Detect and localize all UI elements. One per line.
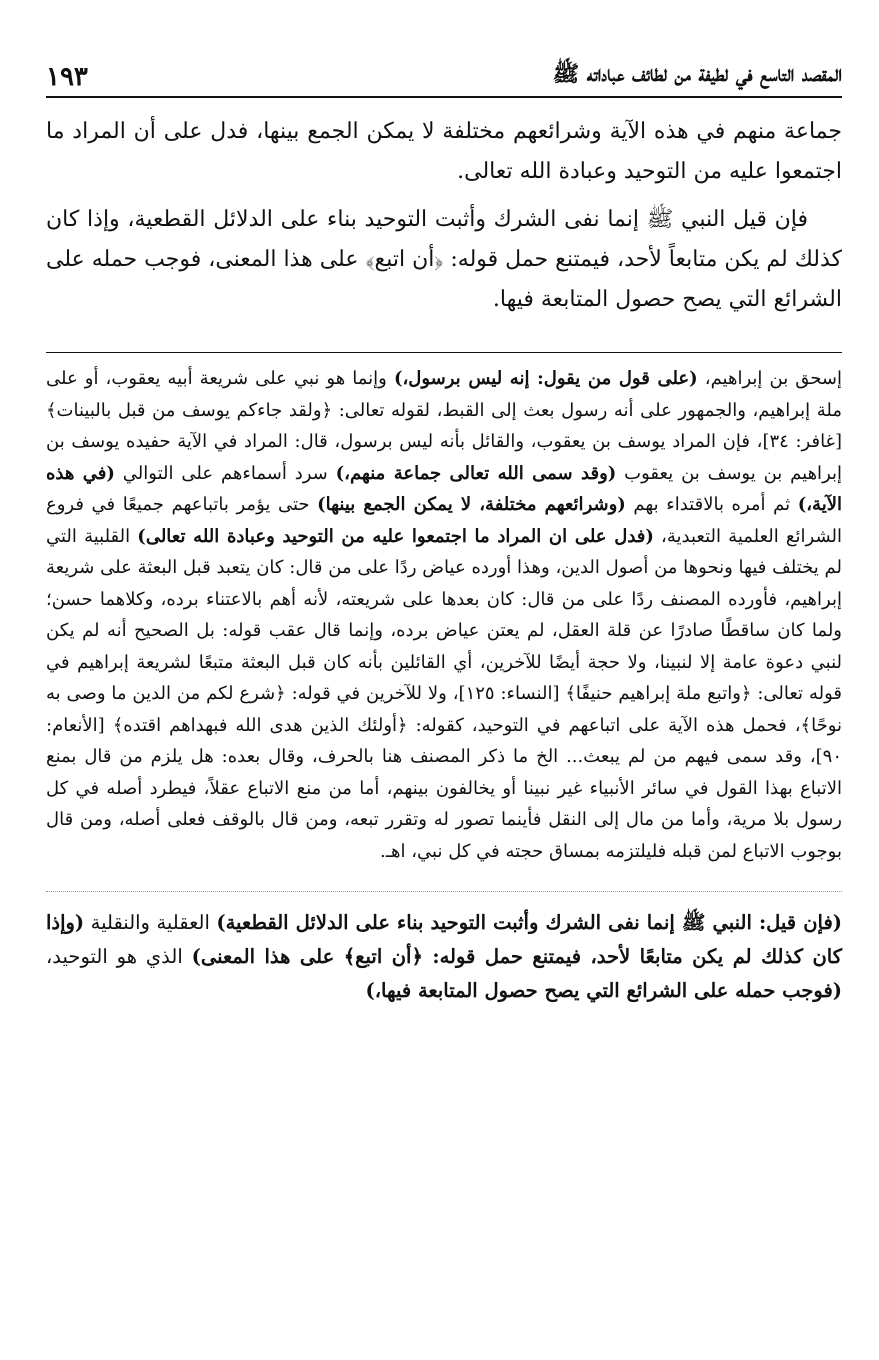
page-header [46, 52, 842, 98]
page-number: ١٩٣ [46, 62, 88, 92]
section-divider [46, 891, 842, 892]
quoted-matn: (فإن قيل: النبي ﷺ إنما نفى الشرك وأثبت التوحيد بناء على الدلائل القطعية) [216, 911, 843, 934]
running-title: المقصد التاسع في لطيفة من لطائف عباداته ﷺ [552, 61, 842, 87]
commentary-text: العقلية والنقلية [84, 911, 217, 934]
book-page [46, 52, 842, 1332]
commentary-text: ثم أمره بالاقتداء بهم [625, 494, 798, 515]
quoted-matn: (وشرائعهم مختلفة، لا يمكن الجمع بينها) [317, 494, 626, 515]
commentary-paragraph [46, 363, 842, 867]
quoted-matn: (في هذه الآية،) [46, 462, 842, 515]
commentary-text: وإنما هو نبي على شريعة أبيه يعقوب، أو على ملة إبراهيم، والجمهور على أنه رسول بعث إلى القبط، لقوله تعالى: ﴿ولقد جاءكم يوسف من قبل بالبينات﴾ [غافر: ٣٤]، فإن المراد يوسف بن يعقوب، والقائل بأنه ليس برسول، قال: المراد في الآية حفيده يوسف بن إبراهيم بن يوسف بن يعقوب [46, 368, 843, 484]
commentary-text: الذي هو التوحيد، [46, 945, 192, 968]
main-paragraph-2: فإن قيل النبي ﷺ إنما نفى الشرك وأثبت التوحيد بناء على الدلائل القطعية، وإذا كان كذلك لم يكن متابعاً لأحد، فيمتنع حمل قوله: ﴿أن اتبع﴾ على هذا المعنى، فوجب حمله على الشرائع التي يصح حصول المتابعة فيها. [46, 207, 842, 312]
main-paragraph-1: جماعة منهم في هذه الآية وشرائعهم مختلفة لا يمكن الجمع بينها، فدل على أن المراد ما اجتمعوا عليه من التوحيد وعبادة الله تعالى. [46, 119, 842, 184]
commentary-continuation [46, 906, 842, 1008]
commentary-text: سرد أسماءهم على التوالي [114, 462, 336, 484]
commentary-block [46, 363, 842, 867]
commentary-text: حتى يؤمر باتباعهم جميعًا في فروع الشرائع العلمية التعبدية، [46, 494, 843, 547]
quoted-matn: (وإذا كان كذلك لم يكن متابعًا لأحد، فيمتنع حمل قوله: ﴿أن اتبع﴾ على هذا المعنى) [46, 911, 842, 968]
quoted-matn: (فوجب حمله على الشرائع التي يصح حصول المتابعة فيها،) [365, 979, 842, 1002]
continuation-paragraph [46, 906, 842, 1008]
quoted-matn: (وقد سمى الله تعالى جماعة منهم،) [335, 462, 617, 484]
commentary-text: إسحق بن إبراهيم، [697, 368, 842, 389]
commentary-text: القلبية التي لم يختلف فيها ونحوها من أصول الدين، وهذا أورده عياض ردًا على من قال: كان يتعبد قبل البعثة على شريعة إبراهيم، فأورده المصنف ردًا على من قال: كان بعدها على شريعته، لأنه أهم بالاعتناء برده، وكلاهما حسن؛ ولما كان ساقطًا صادرًا عن قلة العقل، لم يعتن عياض برده، وإنما قال عقب قوله: بل الصحيح أنه لم يكن لنبي دعوة عامة إلا لنبينا، ولا حجة أيضًا للآخرين، أي القائلين بأنه كان قبل البعثة متبعًا لشريعة إبراهيم في قوله تعالى: ﴿واتبع ملة إبراهيم حنيفًا﴾ [النساء: ١٢٥]، ولا للآخرين في قوله: ﴿شرع لكم من الدين ما وصى به نوحًا﴾، فحمل هذه الآية على اتباعهم في التوحيد، كقوله: ﴿أولئك الذين هدى الله فبهداهم اقتده﴾ [الأنعام: ٩٠]، وقد سمى فيهم من لم يبعث... الخ ما ذكر المصنف هنا بالحرف، وقال بعده: هل يلزم من قال بمنع الاتباع بهذا القول في سائر الأنبياء غير نبينا أو يخالفون بينهم، أما من منع الاتباع عقلاً، فيطرد أصله في كل رسول بلا مرية، وأما من مال إلى النقل فأينما تصور له وتقرر تبعه، ومن قال بالوقف فعلى أصله، ومن قال بوجوب الاتباع لمن قبله فليلتزمه بمساق حجته في كل نبي، اهـ. [46, 525, 842, 862]
commentary-separator [46, 352, 842, 353]
quoted-matn: (على قول من يقول: إنه ليس برسول،) [393, 368, 698, 389]
quoted-matn: (فدل على ان المراد ما اجتمعوا عليه من التوحيد وعبادة الله تعالى) [137, 525, 654, 547]
main-text [46, 112, 842, 320]
